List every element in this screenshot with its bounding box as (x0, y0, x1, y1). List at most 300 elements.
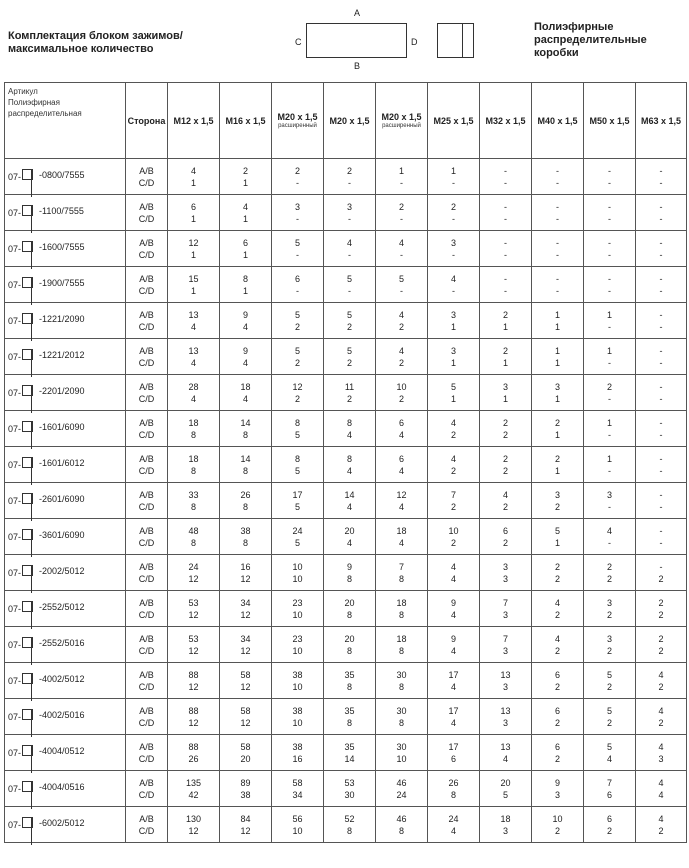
cell-value: 2 (606, 609, 612, 620)
article-code: -1601/6012 (39, 457, 85, 468)
cell-value: 46 (396, 813, 407, 824)
cell-value: 2 (346, 357, 352, 368)
value-cell (480, 303, 532, 339)
value-cell (532, 195, 584, 231)
cell-value: 9 (346, 561, 352, 572)
value-cell (324, 555, 376, 591)
value-cell (428, 231, 480, 267)
cell-value: 12 (292, 381, 303, 392)
side-value: A/B (139, 381, 154, 392)
cell-value: 5 (294, 501, 300, 512)
article-cell (5, 231, 126, 267)
cell-value: - (556, 201, 559, 212)
cell-value: 2 (658, 573, 664, 584)
cell-value: 13 (500, 741, 511, 752)
cell-value: 2 (398, 321, 404, 332)
value-cell (324, 339, 376, 375)
article-slots-icon (22, 709, 33, 720)
cell-value: 6 (294, 273, 300, 284)
box-front-diagram (437, 23, 474, 58)
value-cell (584, 447, 636, 483)
cell-value: 10 (292, 681, 303, 692)
value-cell (272, 627, 324, 663)
cell-value: 1 (554, 537, 560, 548)
cell-value: 5 (294, 465, 300, 476)
cell-value: 1 (606, 453, 612, 464)
article-slots-icon (22, 241, 33, 252)
value-cell (480, 735, 532, 771)
cell-value: - (296, 249, 299, 260)
value-cell (168, 807, 220, 843)
article-prefix: 07- (8, 495, 22, 506)
value-cell (428, 267, 480, 303)
cell-value: 8 (398, 609, 404, 620)
cell-value: 1 (190, 213, 196, 224)
value-cell (168, 411, 220, 447)
value-cell (480, 663, 532, 699)
cell-value: 1 (190, 177, 196, 188)
value-cell (480, 411, 532, 447)
cell-value: 10 (292, 561, 303, 572)
cell-value: 2 (606, 825, 612, 836)
cell-value: 3 (606, 633, 612, 644)
cell-value: 1 (554, 429, 560, 440)
cell-value: 3 (294, 201, 300, 212)
cell-value: - (659, 321, 663, 332)
side-value: C/D (138, 429, 155, 440)
cell-value: 3 (450, 309, 456, 320)
cell-value: 12 (240, 825, 251, 836)
value-cell (584, 591, 636, 627)
cell-value: 8 (346, 453, 352, 464)
article-code: -1600/7555 (39, 241, 85, 252)
dimension-b-label: B (354, 61, 361, 71)
value-cell (220, 303, 272, 339)
side-cell (126, 411, 168, 447)
article-slots-icon (22, 493, 33, 504)
value-cell (376, 483, 428, 519)
value-cell (272, 483, 324, 519)
value-cell (584, 159, 636, 195)
article-slots-icon (22, 745, 33, 756)
cell-value: - (659, 429, 663, 440)
side-cell (126, 159, 168, 195)
article-cell (5, 771, 126, 807)
cell-value: 2 (294, 321, 300, 332)
article-code: -2552/5016 (39, 637, 85, 648)
cell-value: - (659, 489, 663, 500)
side-cell (126, 627, 168, 663)
cell-value: - (556, 249, 559, 260)
cell-value: 8 (346, 417, 352, 428)
cell-value: 5 (606, 741, 612, 752)
article-code: -2201/2090 (39, 385, 85, 396)
cell-value: 12 (188, 681, 199, 692)
cell-value: 5 (294, 309, 300, 320)
article-slots-icon (22, 673, 33, 684)
value-cell (636, 159, 687, 195)
value-cell (168, 231, 220, 267)
value-cell (220, 267, 272, 303)
cell-value: - (608, 177, 611, 188)
article-code: -4002/5012 (39, 673, 85, 684)
article-header-line: распределительная (8, 109, 82, 118)
article-cell (5, 483, 126, 519)
cell-value: 88 (188, 669, 199, 680)
article-header-line: Артикул (8, 87, 38, 96)
value-cell (480, 483, 532, 519)
value-cell (480, 591, 532, 627)
cell-value: 20 (344, 525, 355, 536)
cell-value: - (659, 201, 663, 212)
cell-value: 8 (190, 501, 196, 512)
cell-value: 2 (606, 573, 612, 584)
column-header-label: M40 x 1,5 (537, 115, 578, 126)
side-value: C/D (138, 609, 155, 620)
value-cell (272, 807, 324, 843)
cell-value: 13 (188, 345, 199, 356)
article-code: -4004/0516 (39, 781, 85, 792)
value-cell (428, 303, 480, 339)
cell-value: 9 (242, 345, 248, 356)
cell-value: - (504, 213, 507, 224)
cell-value: - (659, 309, 663, 320)
table-row (5, 699, 687, 735)
cell-value: 12 (188, 573, 199, 584)
cell-value: 8 (398, 645, 404, 656)
cell-value: 4 (658, 777, 664, 788)
cell-value: 5 (294, 429, 300, 440)
value-cell (376, 771, 428, 807)
cell-value: 2 (398, 357, 404, 368)
cell-value: 24 (188, 561, 199, 572)
cell-value: 38 (240, 789, 251, 800)
cell-value: 8 (346, 717, 352, 728)
cell-value: 8 (242, 465, 248, 476)
cell-value: - (452, 249, 455, 260)
article-cell (5, 159, 126, 195)
value-cell (532, 159, 584, 195)
column-header-sub: расширенный (278, 123, 317, 129)
cell-value: 3 (554, 381, 560, 392)
cell-value: 2 (346, 321, 352, 332)
table-row (5, 807, 687, 843)
value-cell (584, 195, 636, 231)
side-value: A/B (139, 417, 154, 428)
cell-value: 10 (292, 717, 303, 728)
cell-value: - (608, 273, 611, 284)
side-value: A/B (139, 741, 154, 752)
table-row (5, 447, 687, 483)
value-cell (272, 339, 324, 375)
cell-value: 4 (450, 561, 456, 572)
cell-value: 4 (502, 753, 508, 764)
cell-value: 4 (346, 537, 352, 548)
cell-value: 6 (502, 525, 508, 536)
value-cell (376, 411, 428, 447)
cell-value: 2 (606, 381, 612, 392)
cell-value: 12 (396, 489, 407, 500)
value-cell (220, 195, 272, 231)
cell-value: 3 (450, 237, 456, 248)
value-cell (428, 375, 480, 411)
cell-value: 4 (398, 429, 404, 440)
value-cell (584, 699, 636, 735)
cell-value: 8 (346, 825, 352, 836)
value-cell (220, 591, 272, 627)
value-cell (272, 699, 324, 735)
value-cell (220, 519, 272, 555)
cell-value: 2 (658, 597, 664, 608)
article-slots-icon (22, 637, 33, 648)
side-cell (126, 735, 168, 771)
table-header-row (5, 83, 687, 159)
cell-value: 1 (502, 393, 508, 404)
value-cell (168, 159, 220, 195)
cell-value: 3 (502, 717, 508, 728)
cell-value: 4 (398, 465, 404, 476)
value-cell (480, 447, 532, 483)
article-slots-icon (22, 385, 33, 396)
value-cell (220, 807, 272, 843)
cell-value: 18 (240, 381, 251, 392)
cell-value: 3 (554, 489, 560, 500)
cell-value: 58 (240, 741, 251, 752)
cell-value: - (504, 273, 507, 284)
cell-value: 2 (502, 537, 508, 548)
value-cell (220, 411, 272, 447)
cell-value: 4 (190, 165, 196, 176)
value-cell (584, 231, 636, 267)
cell-value: 34 (292, 789, 303, 800)
value-cell (532, 231, 584, 267)
cell-value: 1 (450, 165, 456, 176)
value-cell (480, 807, 532, 843)
table-row (5, 267, 687, 303)
article-cell (5, 519, 126, 555)
article-slots-icon (22, 781, 33, 792)
article-slots-icon (22, 421, 33, 432)
cell-value: - (556, 165, 559, 176)
dimension-c-label: C (295, 37, 302, 47)
cell-value: 4 (242, 357, 248, 368)
cell-value: - (348, 213, 351, 224)
value-cell (168, 267, 220, 303)
cell-value: 2 (502, 417, 508, 428)
cell-value: 18 (396, 525, 407, 536)
cell-value: 4 (450, 825, 456, 836)
cell-value: 1 (450, 321, 456, 332)
cell-value: 8 (450, 789, 456, 800)
cell-value: - (659, 177, 663, 188)
column-header-10 (636, 83, 687, 159)
cell-value: 3 (606, 489, 612, 500)
table-row (5, 519, 687, 555)
cell-value: 14 (240, 453, 251, 464)
cell-value: 5 (346, 309, 352, 320)
value-cell (168, 483, 220, 519)
table-row (5, 159, 687, 195)
cell-value: - (659, 525, 663, 536)
cell-value: 1 (242, 249, 248, 260)
cell-value: 38 (240, 525, 251, 536)
article-code: -2552/5012 (39, 601, 85, 612)
cell-value: - (659, 537, 663, 548)
table-row (5, 339, 687, 375)
value-cell (272, 663, 324, 699)
cell-value: - (659, 273, 663, 284)
cell-value: 4 (346, 465, 352, 476)
value-cell (584, 483, 636, 519)
article-code: -1601/6090 (39, 421, 85, 432)
article-prefix: 07- (8, 279, 22, 290)
value-cell (532, 519, 584, 555)
side-value: C/D (138, 645, 155, 656)
side-value: A/B (139, 201, 154, 212)
cell-value: 4 (398, 537, 404, 548)
value-cell (636, 303, 687, 339)
cell-value: 9 (450, 597, 456, 608)
cell-value: 2 (502, 453, 508, 464)
column-header-7 (480, 83, 532, 159)
cell-value: 3 (346, 201, 352, 212)
cell-value: - (452, 177, 455, 188)
value-cell (324, 735, 376, 771)
configuration-table (4, 82, 687, 843)
cell-value: 30 (396, 741, 407, 752)
cell-value: 10 (396, 381, 407, 392)
cell-value: 7 (450, 489, 456, 500)
cell-value: 2 (606, 645, 612, 656)
value-cell (428, 519, 480, 555)
cell-value: 1 (502, 321, 508, 332)
table-row (5, 735, 687, 771)
value-cell (532, 303, 584, 339)
cell-value: 4 (554, 597, 560, 608)
table-row (5, 627, 687, 663)
value-cell (428, 627, 480, 663)
cell-value: - (556, 273, 559, 284)
value-cell (532, 699, 584, 735)
article-code: -2601/6090 (39, 493, 85, 504)
cell-value: - (608, 429, 611, 440)
article-prefix: 07- (8, 711, 22, 722)
cell-value: 6 (242, 237, 248, 248)
article-slots-icon (22, 349, 33, 360)
value-cell (376, 267, 428, 303)
cell-value: 2 (554, 681, 560, 692)
cell-value: 4 (658, 669, 664, 680)
cell-value: 1 (242, 285, 248, 296)
article-slots-icon (22, 313, 33, 324)
value-cell (428, 483, 480, 519)
column-header-2 (220, 83, 272, 159)
value-cell (168, 627, 220, 663)
value-cell (324, 627, 376, 663)
column-header-label: M63 x 1,5 (640, 115, 682, 126)
cell-value: 4 (658, 741, 664, 752)
cell-value: 4 (190, 357, 196, 368)
cell-value: - (659, 165, 663, 176)
cell-value: 17 (292, 489, 303, 500)
cell-value: 53 (188, 633, 199, 644)
value-cell (480, 195, 532, 231)
value-cell (220, 231, 272, 267)
side-value: A/B (139, 273, 154, 284)
cell-value: - (659, 393, 663, 404)
cell-value: 88 (188, 741, 199, 752)
cell-value: 58 (240, 705, 251, 716)
dimension-d-label: D (411, 37, 418, 47)
value-cell (272, 411, 324, 447)
side-value: C/D (138, 249, 155, 260)
cell-value: 8 (190, 465, 196, 476)
table-row (5, 231, 687, 267)
value-cell (428, 159, 480, 195)
cell-value: 6 (554, 705, 560, 716)
cell-value: 4 (398, 345, 404, 356)
cell-value: 2 (606, 681, 612, 692)
cell-value: 2 (502, 309, 508, 320)
cell-value: - (400, 213, 403, 224)
cell-value: 135 (185, 777, 202, 788)
cell-value: 10 (292, 609, 303, 620)
value-cell (220, 735, 272, 771)
value-cell (636, 735, 687, 771)
value-cell (324, 699, 376, 735)
cell-value: - (504, 165, 507, 176)
cell-value: - (659, 417, 663, 428)
cell-value: 5 (346, 345, 352, 356)
cell-value: 30 (396, 705, 407, 716)
cell-value: 2 (450, 201, 456, 212)
side-value: C/D (138, 717, 155, 728)
cell-value: - (659, 345, 663, 356)
cell-value: 3 (502, 645, 508, 656)
value-cell (220, 375, 272, 411)
side-value: A/B (139, 561, 154, 572)
cell-value: 5 (398, 273, 404, 284)
cell-value: 2 (554, 573, 560, 584)
cell-value: 2 (346, 393, 352, 404)
cell-value: 4 (658, 813, 664, 824)
article-code: -1221/2090 (39, 313, 85, 324)
cell-value: 5 (294, 237, 300, 248)
article-cell (5, 591, 126, 627)
cell-value: - (296, 213, 299, 224)
column-header-label: M16 x 1,5 (225, 115, 266, 126)
cell-value: 8 (242, 429, 248, 440)
cell-value: 2 (606, 561, 612, 572)
cell-value: 4 (190, 393, 196, 404)
value-cell (376, 591, 428, 627)
cell-value: 2 (554, 645, 560, 656)
value-cell (480, 267, 532, 303)
cell-value: 3 (606, 597, 612, 608)
cell-value: 18 (396, 597, 407, 608)
cell-value: 1 (554, 465, 560, 476)
cell-value: 2 (658, 825, 664, 836)
cell-value: 23 (292, 633, 303, 644)
value-cell (636, 411, 687, 447)
cell-value: 14 (240, 417, 251, 428)
cell-value: 8 (190, 429, 196, 440)
value-cell (376, 519, 428, 555)
article-prefix: 07- (8, 783, 22, 794)
table-row (5, 195, 687, 231)
cell-value: 4 (450, 417, 456, 428)
product-title-line-2: распределительные (534, 34, 647, 46)
